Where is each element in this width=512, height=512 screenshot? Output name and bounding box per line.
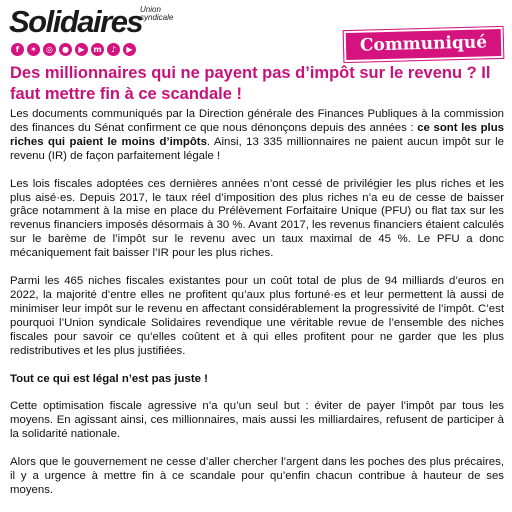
header: [0, 0, 512, 64]
paragraph-5: Cette optimisation fiscale agressive n’a qu’un seul but : éviter de payer l’impôt par tous les moyens. En agissant ainsi, ces millionnaires, mais aussi les milliardaires, refusent de participer à la solidarité nationale.: [10, 400, 504, 441]
mastodon-icon[interactable]: m: [91, 43, 104, 56]
facebook-icon[interactable]: f: [11, 43, 24, 56]
tiktok-icon[interactable]: ♪: [107, 43, 120, 56]
section-heading: Tout ce qui est légal n’est pas juste !: [10, 372, 208, 385]
page-title: Des millionnaires qui ne payent pas d’impôt sur le revenu ? Il faut mettre fin à ce scandale !: [10, 64, 491, 103]
bluesky-icon[interactable]: ✶: [27, 43, 40, 56]
solidaires-logo[interactable]: [9, 4, 174, 40]
paragraph-2: Les lois fiscales adoptées ces dernières années n’ont cessé de privilégier les plus riches et les plus aisé·es. Depuis 2017, le taux réel d’imposition des plus riches n’a eu de cesse de baisser grâce notamment à la mise en place du Prélèvement Forfaitaire Unique (PFU) ou flat tax sur les revenus financiers imposés désormais à 30 %. Avant 2017, les revenus financiers étaient calculés sur le barème de l’impôt sur le revenu avec un taux maximal de 45 %. Le PFU a donc mécaniquement fait baisser l’IR pour les plus riches.: [10, 177, 504, 260]
flickr-icon[interactable]: ●: [59, 43, 72, 56]
paragraph-1: Les documents communiqués par la Direction générale des Finances Publiques à la commission des finances du Sénat confirment ce que nous dénonçons depuis des années : ce sont les plus riches qui paient le moins d’impôts. Ainsi, 13 335 millionnaires ne paient aucun impôt sur le revenu (IR) de façon parfaitement légale !: [10, 108, 504, 162]
logo-wordmark: Solidaires: [9, 4, 143, 39]
peertube-icon[interactable]: ▶: [75, 43, 88, 56]
communique-badge: Communiqué: [344, 27, 504, 62]
social-links: [11, 43, 136, 56]
paragraph-6: Alors que le gouvernement ne cesse d’aller chercher l’argent dans les poches des plus précaires, il y a urgence à mettre fin à ce scandale pour qu’enfin chacun contribue à hauteur de ses moyens.: [10, 456, 504, 496]
instagram-icon[interactable]: ◎: [43, 43, 56, 56]
article-body: [10, 108, 504, 512]
youtube-icon[interactable]: ▶: [123, 43, 136, 56]
paragraph-3: Parmi les 465 niches fiscales existantes pour un coût total de plus de 94 milliards d’euros en 2022, la majorité d’entre elles ne profitent qu’aux plus fortuné·es et leur permettent là aussi de minimiser leur impôt sur le revenu en affectant considérablement la progressivité de l’impôt. C’est pourquoi l’Union syndicale Solidaires revendique une véritable revue de l’ensemble des niches fiscales pour savoir ce qu’elles coûtent et à qui elles profitent pour ne garder que les plus redistributives et les plus justifiées.: [10, 275, 504, 357]
logo-tagline: Union syndicale: [140, 5, 174, 22]
